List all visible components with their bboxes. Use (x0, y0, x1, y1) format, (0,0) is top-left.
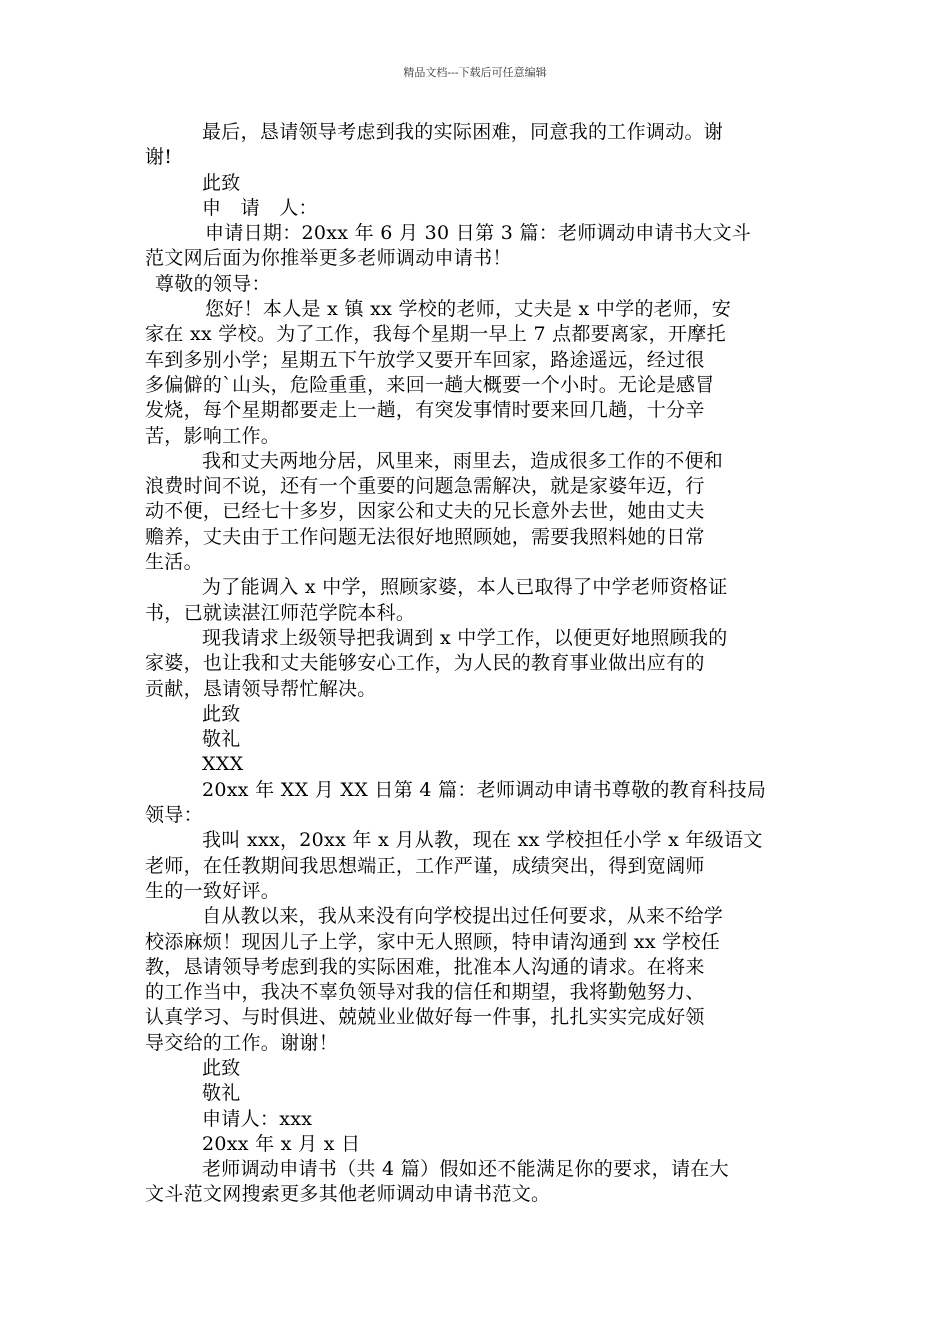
text-line: 校添麻烦！现因儿子上学，家中无人照顾，特申请沟通到 xx 学校任 (145, 930, 721, 953)
text-line: 老师调动申请书（共 4 篇）假如还不能满足你的要求，请在大 (202, 1158, 729, 1181)
text-line: 的工作当中，我决不辜负领导对我的信任和期望，我将勤勉努力、 (145, 981, 705, 1004)
text-line: 家在 xx 学校。为了工作，我每个星期一早上 7 点都要离家，开摩托 (145, 323, 726, 346)
document-body (145, 120, 807, 1208)
text-line: 老师，在任教期间我思想端正，工作严谨，成绩突出，得到宽阔师 (145, 854, 705, 877)
text-line: 家婆，也让我和丈夫能够安心工作，为人民的教育事业做出应有的 (145, 652, 705, 675)
text-line: 导交给的工作。谢谢！ (145, 1031, 339, 1054)
text-line: 认真学习、与时俱进、兢兢业业做好每一件事，扎扎实实完成好领 (145, 1006, 705, 1029)
text-line: 此致 (202, 171, 241, 194)
text-line: 尊敬的领导： (155, 272, 271, 295)
text-line: 申请人：xxx (202, 1107, 313, 1130)
page-header: 精品文档---下载后可任意编辑 (403, 66, 547, 79)
text-line: 为了能调入 x 中学，照顾家婆，本人已取得了中学老师资格证 (202, 576, 728, 599)
text-line: 领导： (145, 804, 203, 827)
text-line: 此致 (202, 702, 241, 725)
text-line: 自从教以来，我从来没有向学校提出过任何要求，从来不给学 (202, 905, 724, 928)
text-line: 最后，恳请领导考虑到我的实际困难，同意我的工作调动。谢 (202, 121, 724, 143)
text-line: 20xx 年 x 月 x 日 (202, 1132, 361, 1155)
text-line: 发烧，每个星期都要走上一趟，有突发事情时要来回几趟，十分辛 (145, 399, 705, 422)
text-line: 多偏僻的`山头，危险重重，来回一趟大概要一个小时。无论是感冒 (145, 373, 715, 396)
text-line: 苦，影响工作。 (145, 424, 281, 447)
text-line: XXX (202, 753, 244, 776)
text-line: 生的一致好评。 (145, 879, 281, 902)
text-line: 此致 (202, 1056, 241, 1079)
text-line: 敬礼 (202, 728, 241, 751)
text-line: 敬礼 (202, 1082, 241, 1105)
text-line: 您好！本人是 x 镇 xx 学校的老师，丈夫是 x 中学的老师，安 (205, 298, 731, 321)
text-line: 书，已就读湛江师范学院本科。 (145, 601, 416, 624)
text-line: 赡养，丈夫由于工作问题无法很好地照顾她，需要我照料她的日常 (145, 525, 705, 548)
text-line: 现我请求上级领导把我调到 x 中学工作，以便更好地照顾我的 (202, 626, 728, 649)
text-line: 申请日期：20xx 年 6 月 30 日第 3 篇：老师调动申请书大文斗 (205, 222, 752, 245)
text-line: 范文网后面为你推举更多老师调动申请书！ (145, 247, 512, 270)
text-line: 我叫 xxx，20xx 年 x 月从教，现在 xx 学校担任小学 x 年级语文 (202, 829, 763, 852)
text-line: 车到多别小学；星期五下午放学又要开车回家，路途遥远，经过很 (145, 348, 705, 371)
text-line: 浪费时间不说，还有一个重要的问题急需解决，就是家婆年迈，行 (145, 475, 705, 498)
text-line: 动不便，已经七十多岁，因家公和丈夫的兄长意外去世，她由丈夫 (145, 500, 705, 523)
text-line: 教，恳请领导考虑到我的实际困难，批准本人沟通的请求。在将来 (145, 955, 705, 978)
text-line: 生活。 (145, 551, 203, 574)
text-line: 贡献，恳请领导帮忙解决。 (145, 677, 377, 700)
text-line: 谢! (145, 146, 173, 169)
text-line: 我和丈夫两地分居，风里来，雨里去，造成很多工作的不便和 (202, 449, 724, 472)
text-line: 20xx 年 XX 月 XX 日第 4 篇：老师调动申请书尊敬的教育科技局 (202, 778, 767, 801)
text-line: 文斗范文网搜索更多其他老师调动申请书范文。 (145, 1183, 551, 1206)
text-line: 申 请 人： (202, 196, 318, 219)
